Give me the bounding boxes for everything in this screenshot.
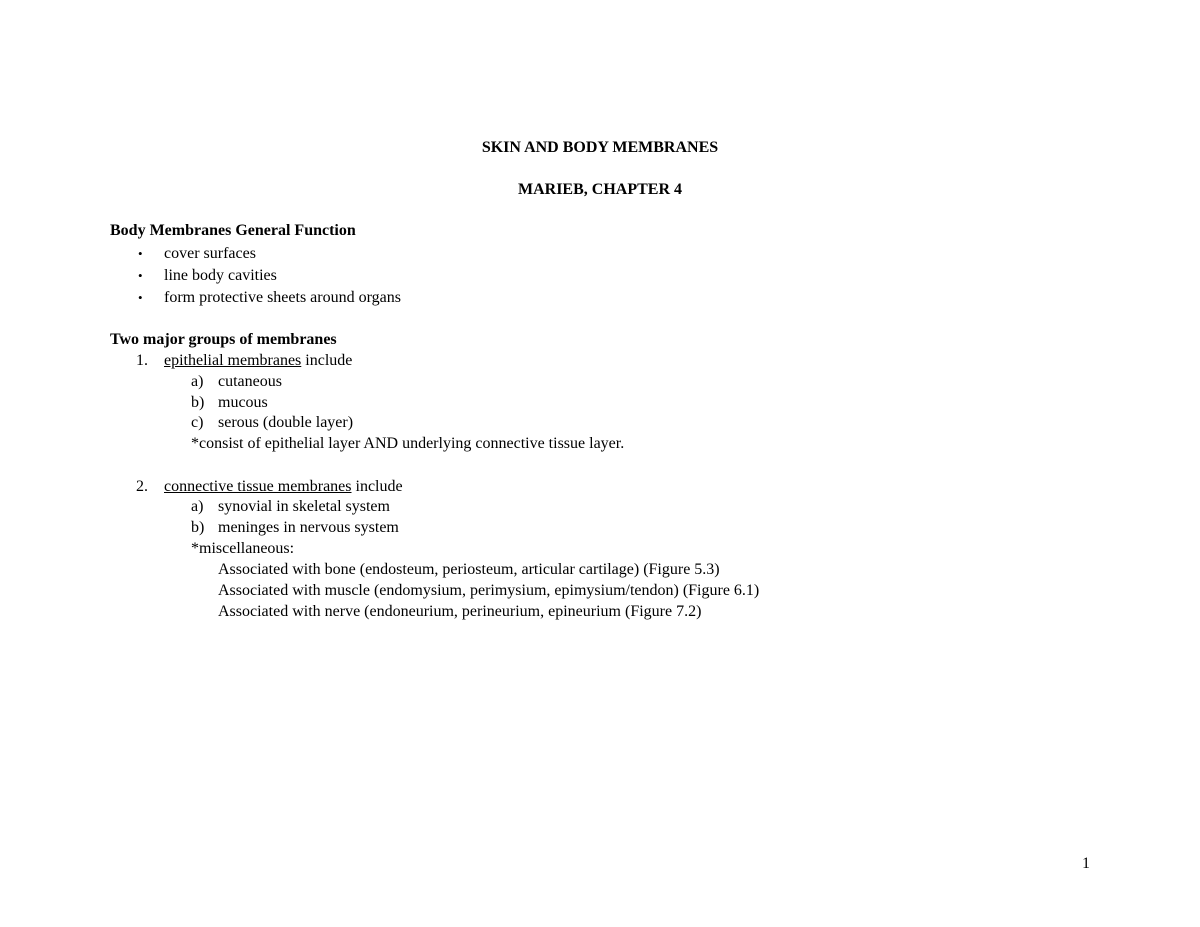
function-item: form protective sheets around organs <box>164 289 401 306</box>
misc-item: Associated with bone (endosteum, periosteum, articular cartilage) (Figure 5.3) <box>218 561 720 578</box>
bullet-icon: • <box>138 246 143 261</box>
list-item: synovial in skeletal system <box>218 498 390 515</box>
misc-item: Associated with nerve (endoneurium, perineurium, epineurium (Figure 7.2) <box>218 603 702 620</box>
function-item: line body cavities <box>164 267 277 284</box>
misc-item: Associated with muscle (endomysium, perimysium, epimysium/tendon) (Figure 6.1) <box>218 582 760 599</box>
list-marker: c) <box>191 414 204 431</box>
list-item: cutaneous <box>218 373 282 390</box>
list-marker: a) <box>191 498 204 515</box>
page-number: 1 <box>1082 855 1090 872</box>
group1-note: *consist of epithelial layer AND underlying connective tissue layer. <box>191 435 625 452</box>
group1-line <box>164 351 352 371</box>
section1-heading: Body Membranes General Function <box>110 222 356 239</box>
list-marker: b) <box>191 519 205 536</box>
group2-suffix: include <box>351 478 403 495</box>
list-marker: a) <box>191 373 204 390</box>
document-subtitle: MARIEB, CHAPTER 4 <box>517 181 682 198</box>
group2-title: connective tissue membranes <box>164 478 352 495</box>
list-item: mucous <box>218 394 268 411</box>
section2-heading: Two major groups of membranes <box>110 331 337 348</box>
list-item: serous (double layer) <box>218 414 354 431</box>
document-title: SKIN AND BODY MEMBRANES <box>481 139 719 156</box>
group1-title: epithelial membranes <box>164 352 302 369</box>
bullet-icon: • <box>138 290 143 305</box>
misc-label: *miscellaneous: <box>191 540 295 557</box>
group1-number: 1. <box>136 352 148 369</box>
list-item: meninges in nervous system <box>218 519 399 536</box>
list-marker: b) <box>191 394 205 411</box>
group2-number: 2. <box>136 478 148 495</box>
group2-line <box>164 477 403 497</box>
bullet-icon: • <box>138 268 143 283</box>
function-item: cover surfaces <box>164 245 256 262</box>
group1-suffix: include <box>301 352 353 369</box>
